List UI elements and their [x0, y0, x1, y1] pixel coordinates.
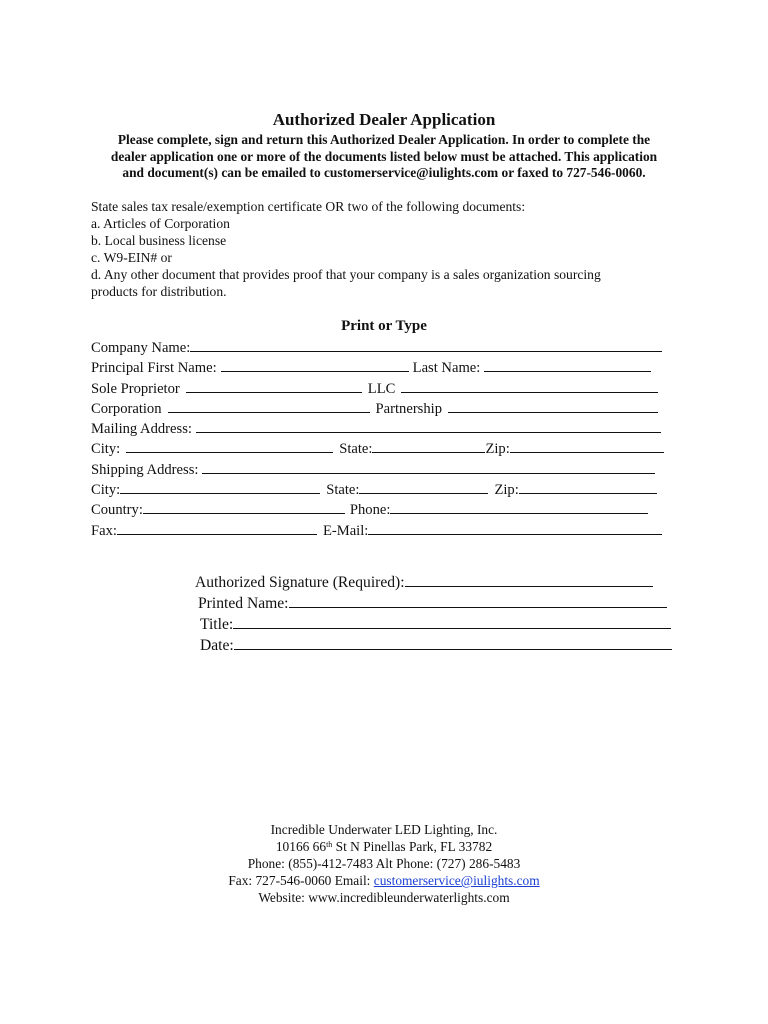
city-label: City: [91, 441, 121, 458]
document-title: Authorized Dealer Application [272, 110, 496, 129]
intro-line: and document(s) can be emailed to customerservice@iulights.com or faxed to 727-546-0060. [122, 165, 646, 180]
last-name-label: Last Name: [412, 360, 481, 377]
authorized-signature-label: Authorized Signature (Required): [195, 574, 405, 591]
title-label: Title: [200, 616, 234, 633]
fax-field[interactable] [117, 521, 317, 535]
phone-field[interactable] [390, 500, 648, 514]
mailing-address-field[interactable] [196, 419, 661, 433]
document-item: b. Local business license [91, 233, 227, 248]
footer-company-name: Incredible Underwater LED Lighting, Inc. [270, 822, 498, 837]
footer-address-street: St N Pinellas Park, FL 33782 [332, 839, 493, 854]
state-label: State: [339, 441, 373, 458]
principal-first-name-label: Principal First Name: [91, 360, 217, 377]
footer-website: Website: www.incredibleunderwaterlights.com [258, 890, 510, 905]
last-name-field[interactable] [484, 358, 651, 372]
shipping-address-field[interactable] [202, 460, 655, 474]
footer-address [0, 838, 768, 855]
date-label: Date: [200, 637, 234, 654]
zip-label: Zip: [494, 482, 519, 499]
intro-line: Please complete, sign and return this Authorized Dealer Application. In order to complete the [117, 132, 651, 147]
email-field[interactable] [368, 521, 662, 535]
dealer-info-form [91, 338, 691, 541]
zip-label: Zip: [485, 441, 510, 458]
documents-intro: State sales tax resale/exemption certificate OR two of the following documents: [91, 199, 526, 214]
principal-name-row [91, 358, 691, 378]
title-row [195, 614, 685, 635]
title-field[interactable] [233, 614, 671, 629]
date-row [195, 635, 685, 656]
authorized-signature-field[interactable] [405, 572, 653, 587]
footer-fax-email [0, 872, 768, 889]
state-label: State: [326, 482, 360, 499]
company-name-row [91, 338, 691, 358]
phone-label: Phone: [349, 502, 391, 519]
company-name-label: Company Name: [91, 340, 191, 356]
authorized-signature-row [195, 572, 685, 593]
corporation-field[interactable] [168, 399, 370, 413]
shipping-address-label: Shipping Address: [91, 461, 199, 478]
corporation-label: Corporation [91, 400, 162, 417]
intro-line: dealer application one or more of the documents listed below must be attached. This application [110, 148, 658, 164]
llc-label: LLC [367, 380, 396, 397]
printed-name-field[interactable] [289, 593, 667, 608]
document-item-continued: products for distribution. [91, 284, 227, 299]
footer-phones: Phone: (855)-412-7483 Alt Phone: (727) 286-5483 [247, 856, 521, 871]
principal-first-name-field[interactable] [221, 358, 409, 372]
footer-address-number: 10166 66 [275, 839, 327, 854]
mailing-city-state-zip-row [91, 439, 691, 459]
email-label: E-Mail: [322, 522, 369, 539]
signature-block [195, 572, 685, 656]
printed-name-label: Printed Name: [198, 595, 289, 612]
sole-proprietor-label: Sole Proprietor [91, 380, 180, 397]
city-label: City: [91, 482, 121, 499]
mailing-city-field[interactable] [126, 439, 333, 453]
print-or-type-heading: Print or Type [341, 318, 427, 334]
company-name-field[interactable] [190, 338, 662, 352]
country-label: Country: [91, 502, 143, 519]
mailing-state-field[interactable] [372, 439, 485, 453]
required-documents-list [91, 198, 681, 300]
shipping-city-field[interactable] [120, 480, 320, 494]
footer-fax: Fax: 727-546-0060 Email: [228, 873, 374, 888]
country-field[interactable] [143, 500, 345, 514]
footer-email-link[interactable]: customerservice@iulights.com [373, 873, 540, 888]
partnership-field[interactable] [448, 399, 658, 413]
document-item: a. Articles of Corporation [91, 216, 230, 231]
fax-email-row [91, 521, 691, 541]
fax-label: Fax: [91, 522, 117, 539]
mailing-address-row [91, 419, 691, 439]
shipping-zip-field[interactable] [519, 480, 657, 494]
date-field[interactable] [234, 635, 672, 650]
intro-paragraph [90, 132, 678, 182]
shipping-address-row [91, 460, 691, 480]
sole-proprietor-llc-row [91, 379, 691, 399]
partnership-label: Partnership [375, 400, 443, 417]
shipping-state-field[interactable] [359, 480, 488, 494]
corporation-partnership-row [91, 399, 691, 419]
mailing-address-label: Mailing Address: [91, 421, 192, 438]
footer-address-suffix: th [326, 840, 333, 849]
company-footer [0, 821, 768, 906]
shipping-city-state-zip-row [91, 480, 691, 500]
document-item: d. Any other document that provides proof that your company is a sales organization sourcing [91, 267, 601, 282]
mailing-zip-field[interactable] [510, 439, 664, 453]
sole-proprietor-field[interactable] [186, 379, 362, 393]
country-phone-row [91, 500, 691, 520]
llc-field[interactable] [401, 379, 658, 393]
printed-name-row [195, 593, 685, 614]
document-item: c. W9-EIN# or [91, 250, 172, 265]
